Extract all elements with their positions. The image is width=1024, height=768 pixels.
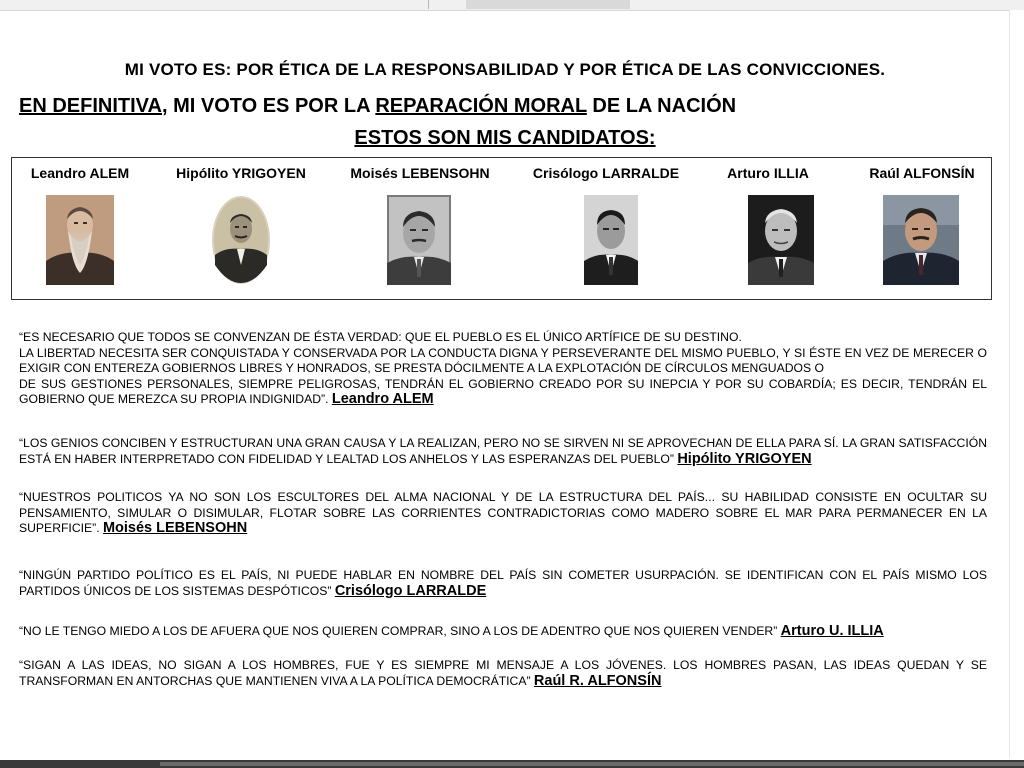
candidate-name: Moisés LEBENSOHN: [350, 165, 490, 181]
heading-tail: DE LA NACIÓN: [586, 95, 737, 117]
quote-line: “ES NECESARIO QUE TODOS SE CONVENZAN DE ÉSTA VERDAD: QUE EL PUEBLO ES EL ÚNICO ARTÍFICE DE SU DESTINO.: [19, 330, 742, 344]
quote-paragraph: [19, 568, 987, 599]
browser-toolbar: [0, 0, 1024, 11]
candidate-name: Raúl ALFONSÍN: [869, 165, 975, 181]
heading-en-definitiva: EN DEFINITIVA: [19, 95, 162, 117]
candidate-illia: [696, 158, 840, 298]
quote-author: Leandro ALEM: [331, 391, 434, 407]
quote-text: “LOS GENIOS CONCIBEN Y ESTRUCTURAN UNA GRAN CAUSA Y LA REALIZAN, PERO NO SE SIRVEN NI SE APROVECHAN DE ELLA PARA SÍ. LA GRAN SATISFACCIÓN ESTÁ EN HABER INTERPRETADO CON FIDELIDAD Y LEALTAD LOS ANHELOS Y LAS ESPERANZAS DEL PUEBLO”: [19, 436, 987, 466]
candidate-lebensohn: [332, 158, 508, 298]
heading-reparacion-moral: REPARACIÓN MORAL: [375, 95, 587, 117]
candidate-alem: [14, 158, 146, 298]
heading-connector: , MI VOTO ES POR LA: [161, 95, 376, 117]
taskbar-strip: [160, 762, 1024, 766]
candidates-heading: [0, 127, 1010, 150]
quote-paragraph: [19, 490, 987, 537]
quote-text: “SIGAN A LAS IDEAS, NO SIGAN A LOS HOMBRES, FUE Y ES SIEMPRE MI MENSAJE A LOS JÓVENES. LOS HOMBRES PASAN, LAS IDEAS QUEDAN Y SE TRANSFORMAN EN ANTORCHAS QUE MANTIENEN VIVA A LA POLÍTICA DEMOCRÁTICA”: [19, 658, 987, 688]
quote-author: Arturo U. ILLIA: [780, 623, 884, 639]
candidate-larralde: [512, 158, 700, 298]
candidate-name: Arturo ILLIA: [727, 165, 809, 181]
quote-illia: [19, 624, 987, 640]
quote-text: DE SUS GESTIONES PERSONALES, SIEMPRE PELIGROSAS, TENDRÁN EL GOBIERNO CREADO POR SU INEPCIA Y POR SU COBARDÍA; ES DECIR, TENDRÁN EL GOBIERNO QUE MEREZCA SU PROPIA INDIGNIDAD”.: [19, 376, 987, 406]
browser-tab[interactable]: [466, 0, 630, 9]
quote-larralde: [19, 568, 987, 599]
quote-line: LA LIBERTAD NECESITA SER CONQUISTADA Y CONSERVADA POR LA CONDUCTA DIGNA Y PERSEVERANTE DEL MISMO PUEBLO, Y SI ÉSTE EN VEZ DE MERECER O EXIGIR CON ENTEREZA GOBIERNOS LIBRES Y HONRADOS, SE PRESTA DÓCILMENTE A LA EXPLOTACIÓN DE CÍRCULOS MENGUADOS O: [19, 345, 987, 375]
quote-author: Moisés LEBENSOHN: [102, 520, 248, 536]
quote-author: Crisólogo LARRALDE: [334, 582, 487, 599]
quote-alem: [19, 330, 987, 408]
candidate-name: Hipólito YRIGOYEN: [176, 165, 306, 181]
quote-lebensohn: [19, 490, 987, 537]
candidate-name: Leandro ALEM: [30, 165, 130, 181]
quote-alfonsin: [19, 658, 987, 689]
candidate-yrigoyen: [158, 158, 324, 298]
quote-line: [19, 377, 987, 408]
quote-text: “NO LE TENGO MIEDO A LOS DE AFUERA QUE NOS QUIEREN COMPRAR, SINO A LOS DE ADENTRO QUE NOS QUIEREN VENDER”: [19, 624, 781, 638]
candidates-heading-text: ESTOS SON MIS CANDIDATOS:: [354, 127, 656, 149]
portrait-lebensohn: [387, 195, 451, 285]
candidates-panel: [11, 157, 992, 300]
portrait-illia: [748, 195, 814, 285]
portrait-larralde: [584, 195, 638, 285]
taskbar: [0, 760, 1024, 768]
quote-yrigoyen: [19, 436, 987, 467]
main-heading: MI VOTO ES: POR ÉTICA DE LA RESPONSABILIDAD Y POR ÉTICA DE LAS CONVICCIONES.: [124, 60, 886, 79]
portrait-yrigoyen: [211, 195, 271, 285]
quote-paragraph: [19, 624, 987, 640]
portrait-alfonsin: [883, 195, 959, 285]
quote-paragraph: [19, 658, 987, 689]
candidate-name: Crisólogo LARRALDE: [532, 165, 680, 181]
vertical-scrollbar[interactable]: [1009, 10, 1024, 758]
quote-text: “NINGÚN PARTIDO POLÍTICO ES EL PAÍS, NI PUEDE HABLAR EN NOMBRE DEL PAÍS SIN COMETER USURPACIÓN. SE IDENTIFICAN CON EL PAÍS MISMO LOS PARTIDOS ÚNICOS DE LOS SISTEMAS DESPÓTICOS”: [19, 568, 987, 598]
portrait-alem: [46, 195, 114, 285]
candidate-alfonsin: [852, 158, 992, 298]
second-heading: [19, 95, 736, 118]
quote-author: Raúl R. ALFONSÍN: [533, 672, 662, 689]
quote-paragraph: [19, 436, 987, 467]
quote-text: “NUESTROS POLITICOS YA NO SON LOS ESCULTORES DEL ALMA NACIONAL Y DE LA ESTRUCTURA DEL PAÍS... SU HABILIDAD CONSISTE EN OCULTAR SU PENSAMIENTO, SIMULAR O DISIMULAR, FLOTAR SOBRE LAS CORRIENTES CONTRADICTORIAS COMO MADERO SOBRE EL MAR PARA PERMANECER EN LA SUPERFICIE”.: [19, 490, 987, 535]
quote-author: Hipólito YRIGOYEN: [677, 450, 812, 467]
toolbar-divider: [428, 0, 429, 9]
